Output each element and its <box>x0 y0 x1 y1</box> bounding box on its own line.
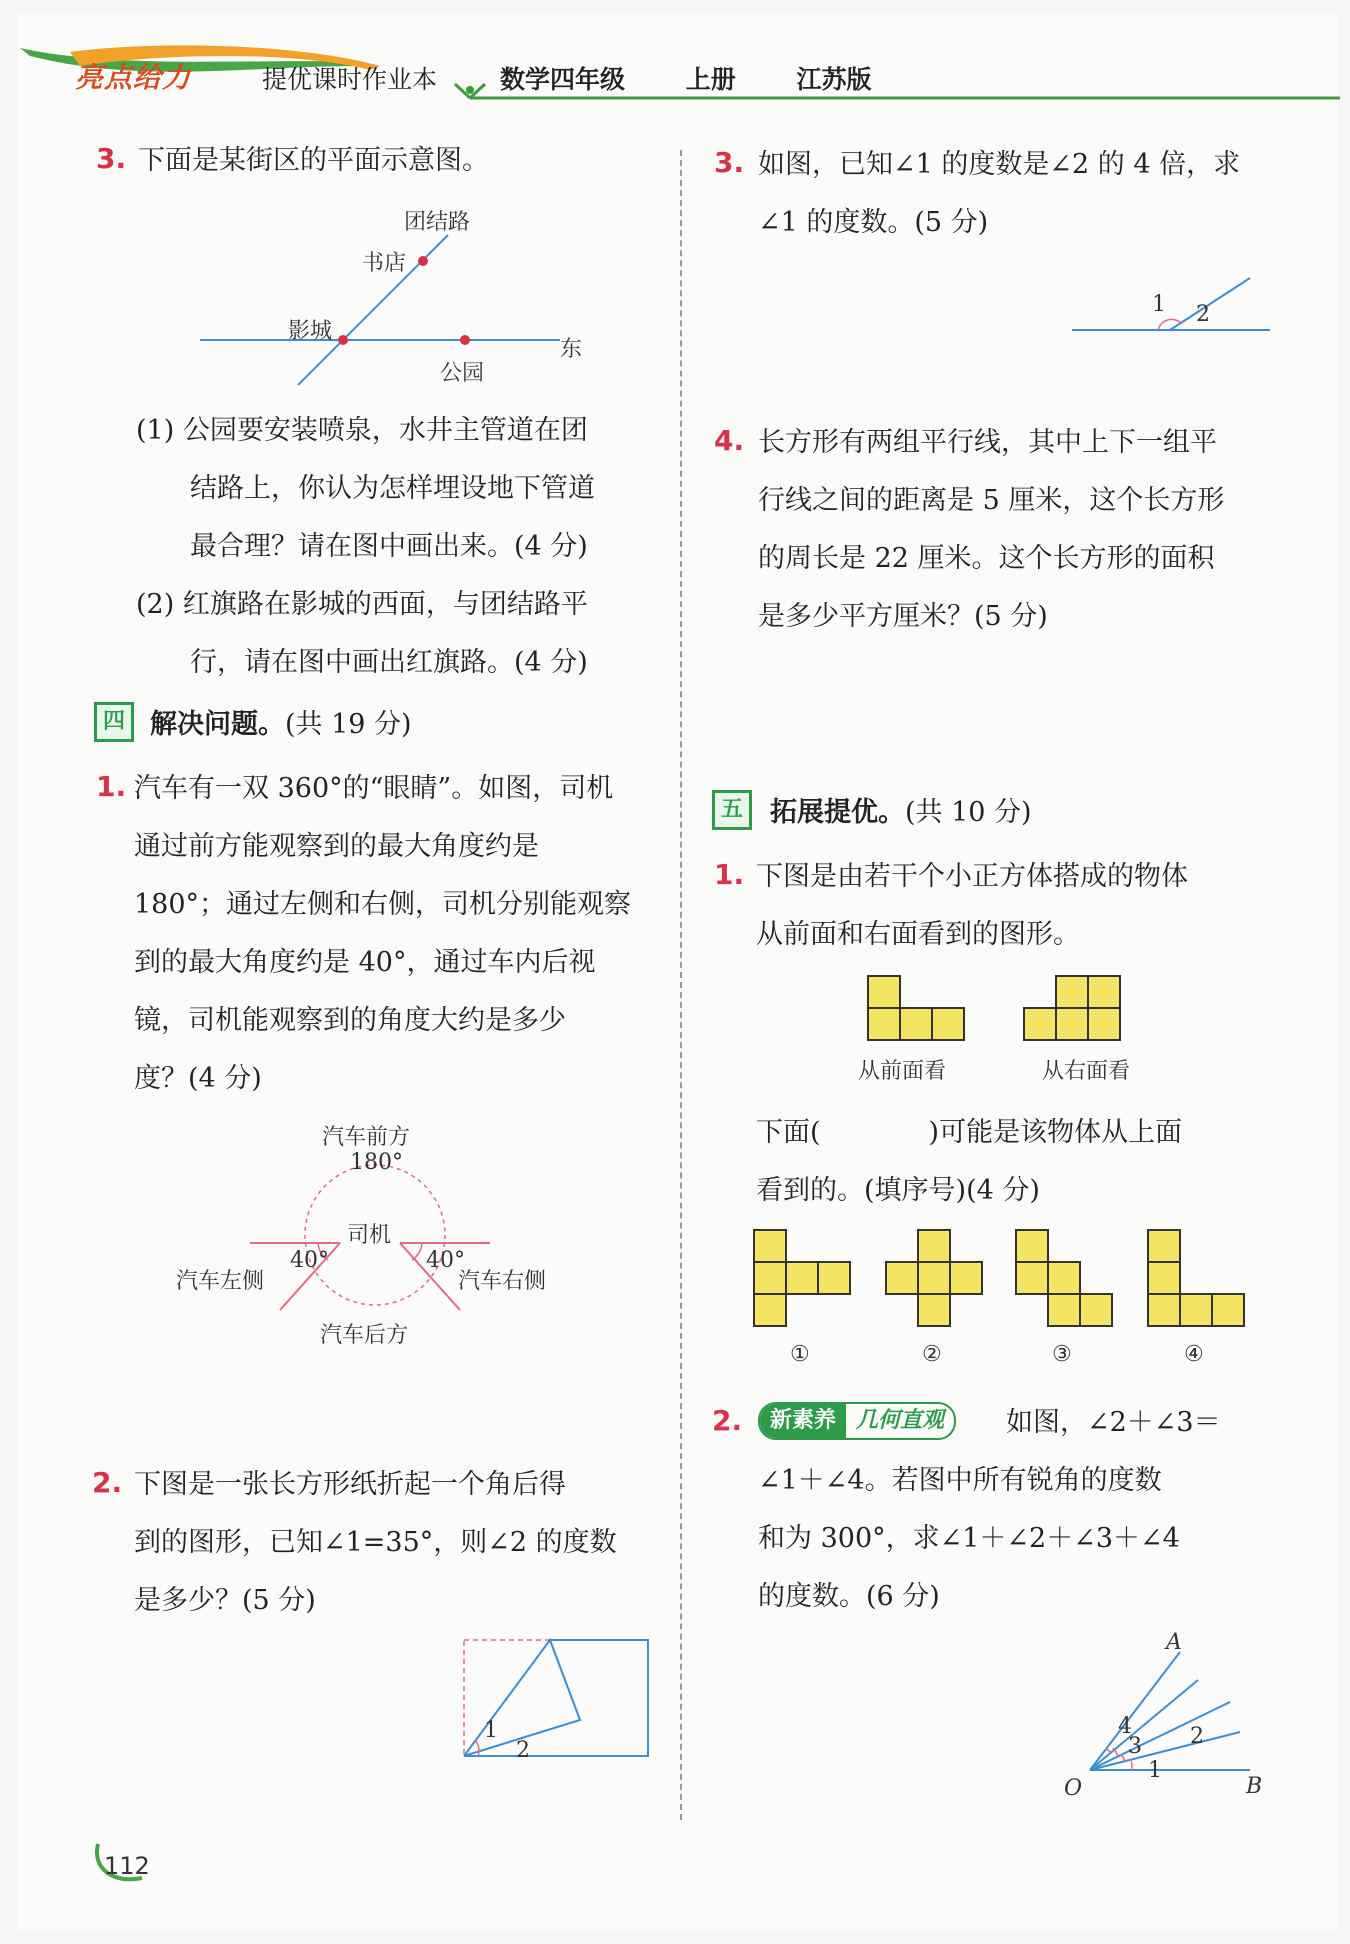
question-text-line: 的周长是 22 厘米。这个长方形的面积 <box>758 543 1215 574</box>
question-number: 2. <box>92 1466 123 1499</box>
volume: 上册 <box>685 65 736 94</box>
map-label-park: 公园 <box>440 361 485 386</box>
section-title <box>150 702 412 741</box>
question-text-line: 的度数。(6 分) <box>758 1581 940 1612</box>
competency-tag <box>758 1402 956 1440</box>
map-label-east: 东 <box>560 337 583 362</box>
question-text: 下面是某街区的平面示意图。 <box>138 145 489 176</box>
front-view-label: 从前面看 <box>858 1059 947 1084</box>
question-text-line: 最合理？请在图中画出来。(4 分) <box>190 531 588 562</box>
angle-label-1: 1 <box>1152 292 1166 317</box>
question-number: 2. <box>712 1404 743 1437</box>
question-text-line: 看到的。(填序号)(4 分) <box>756 1175 1040 1206</box>
question-text-line: 下面( )可能是该物体从上面 <box>756 1117 1183 1148</box>
folded-paper-diagram <box>460 1634 660 1764</box>
question-number: 4. <box>714 424 745 457</box>
diagram-label-front: 汽车前方 <box>322 1125 411 1150</box>
question-text-line: 汽车有一双 360°的“眼睛”。如图，司机 <box>134 773 614 804</box>
question-text-line: 度？(4 分) <box>134 1063 262 1094</box>
question-text-line: 180°；通过左侧和右侧，司机分别能观察 <box>134 889 632 920</box>
question-text-line: 镜，司机能观察到的角度大约是多少 <box>134 1005 566 1036</box>
question-number: 1. <box>96 770 127 803</box>
diagram-label-front-angle: 180° <box>350 1150 403 1175</box>
map-label-cinema: 影城 <box>288 319 333 344</box>
street-map-diagram <box>200 205 600 395</box>
option-figures <box>748 1226 1258 1336</box>
right-view-label: 从右面看 <box>1042 1059 1131 1084</box>
section-points: (共 19 分) <box>285 709 412 740</box>
question-text-line: 下图是一张长方形纸折起一个角后得 <box>134 1469 566 1500</box>
subject-grade: 数学四年级 <box>500 65 626 94</box>
option-label: ② <box>922 1342 942 1367</box>
question-text-line: 行，请在图中画出红旗路。(4 分) <box>190 647 588 678</box>
question-text-line: 是多少平方厘米？(5 分) <box>758 601 1048 632</box>
question-text-line: 下图是由若干个小正方体搭成的物体 <box>756 861 1188 892</box>
diagram-label-right-angle: 40° <box>426 1248 465 1273</box>
option-label: ③ <box>1052 1342 1072 1367</box>
angle-label-2: 2 <box>1196 302 1210 327</box>
column-divider <box>680 150 682 1820</box>
question-text-line: 到的最大角度约是 40°，通过车内后视 <box>134 947 596 978</box>
front-right-views <box>860 970 1160 1050</box>
question-text-line: 通过前方能观察到的最大角度约是 <box>134 831 539 862</box>
point-label-O: O <box>1064 1776 1083 1801</box>
point-label-B: B <box>1246 1774 1263 1799</box>
question-text-line: 和为 300°，求∠1＋∠2＋∠3＋∠4 <box>758 1523 1180 1554</box>
question-text-line: 长方形有两组平行线，其中上下一组平 <box>758 427 1217 458</box>
rays-angle-diagram <box>1070 1640 1270 1790</box>
question-text-line: ∠1 的度数。(5 分) <box>758 207 989 238</box>
section-title-text: 解决问题。 <box>150 709 285 740</box>
section-badge: 四 <box>94 702 134 742</box>
question-text-line: 如图，∠2＋∠3＝ <box>1006 1407 1221 1438</box>
question-text-line: 是多少？(5 分) <box>134 1585 316 1616</box>
angle-label-1: 1 <box>484 1718 498 1743</box>
question-number: 3. <box>96 142 127 175</box>
map-label-bookstore: 书店 <box>362 251 407 276</box>
option-label: ④ <box>1184 1342 1204 1367</box>
question-text-line: 如图，已知∠1 的度数是∠2 的 4 倍，求 <box>758 149 1241 180</box>
angle-label-2: 2 <box>1190 1724 1204 1749</box>
question-text-line: 从前面和右面看到的图形。 <box>756 919 1080 950</box>
question-number: 3. <box>714 146 745 179</box>
option-label: ① <box>790 1342 810 1367</box>
diagram-label-left-angle: 40° <box>290 1248 329 1273</box>
question-text-line: (1) 公园要安装喷泉，水井主管道在团 <box>136 415 588 446</box>
question-text-line: 到的图形，已知∠1=35°，则∠2 的度数 <box>134 1527 617 1558</box>
question-number: 1. <box>714 858 745 891</box>
section-title-text: 拓展提优。 <box>770 797 905 828</box>
diagram-label-right: 汽车右侧 <box>458 1269 547 1294</box>
question-text-line: (2) 红旗路在影城的西面，与团结路平 <box>136 589 588 620</box>
section-points: (共 10 分) <box>905 797 1032 828</box>
question-text-line: 行线之间的距离是 5 厘米，这个长方形 <box>758 485 1225 516</box>
angle-label-3: 3 <box>1128 1734 1142 1759</box>
question-text-line: ∠1＋∠4。若图中所有锐角的度数 <box>758 1465 1162 1496</box>
section-badge: 五 <box>712 790 752 830</box>
angle-label-4: 4 <box>1118 1714 1132 1739</box>
map-label-road: 团结路 <box>404 210 471 235</box>
page-number: 112 <box>104 1852 150 1880</box>
diagram-label-back: 汽车后方 <box>320 1323 409 1348</box>
question-text-line: 结路上，你认为怎样埋设地下管道 <box>190 473 595 504</box>
section-title <box>770 790 1032 829</box>
diagram-label-driver: 司机 <box>347 1223 392 1248</box>
car-view-diagram <box>240 1150 560 1330</box>
edition: 江苏版 <box>796 65 872 94</box>
book-title: 提优课时作业本 <box>262 65 438 94</box>
angle-diagram <box>1070 268 1280 338</box>
diagram-label-left: 汽车左侧 <box>176 1269 265 1294</box>
tag-new-literacy: 新素养 <box>760 1404 846 1438</box>
point-label-A: A <box>1166 1630 1182 1655</box>
brand-logo-text: 亮点给力 <box>75 61 192 94</box>
tag-geometry: 几何直观 <box>856 1408 945 1433</box>
angle-label-2: 2 <box>516 1738 530 1763</box>
grade-info <box>500 60 903 96</box>
angle-label-1: 1 <box>1148 1758 1162 1783</box>
